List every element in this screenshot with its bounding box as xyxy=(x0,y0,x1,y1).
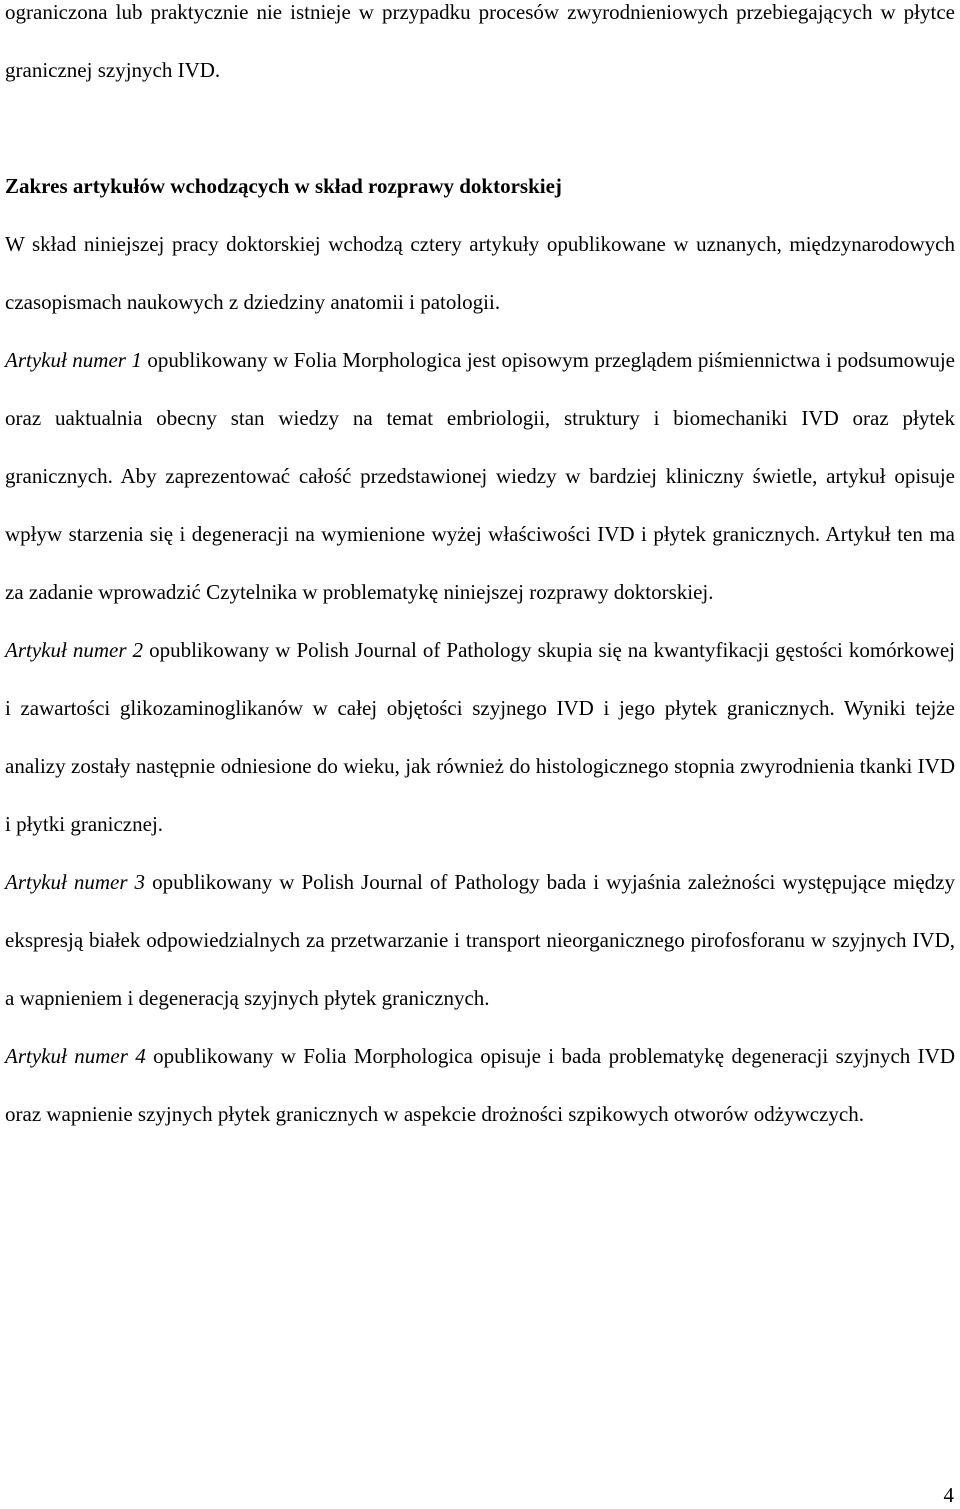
page-number: 4 xyxy=(943,1483,954,1507)
article-3-text: opublikowany w Polish Journal of Pathology bada i wyjaśnia zależności występujące między ekspresją białek odpowiedzialnych za przetwarzanie i transport nieorganicznego pirofosforanu w szyjnych IVD, a wapnieniem i degeneracją szyjnych płytek granicznych. xyxy=(5,870,955,1010)
article-1-lead: Artykuł numer 1 xyxy=(5,348,142,372)
section-heading: Zakres artykułów wchodzących w skład rozprawy doktorskiej xyxy=(5,174,562,198)
article-4-paragraph xyxy=(5,1027,955,1143)
section-overview: W skład niniejszej pracy doktorskiej wchodzą cztery artykuły opublikowane w uznanych, międzynarodowych czasopismach naukowych z dziedziny anatomii i patologii. xyxy=(5,232,955,314)
article-2-lead: Artykuł numer 2 xyxy=(5,638,144,662)
intro-paragraph: ograniczona lub praktycznie nie istnieje w przypadku procesów zwyrodnieniowych przebiegających w płytce granicznej szyjnych IVD. xyxy=(5,0,955,82)
article-1-paragraph xyxy=(5,331,955,621)
article-4-text: opublikowany w Folia Morphologica opisuje i bada problematykę degeneracji szyjnych IVD oraz wapnienie szyjnych płytek granicznych w aspekcie drożności szpikowych otworów odżywczych. xyxy=(5,1044,955,1126)
article-1-text: opublikowany w Folia Morphologica jest opisowym przeglądem piśmiennictwa i podsumowuje oraz uaktualnia obecny stan wiedzy na temat embriologii, struktury i biomechaniki IVD oraz płytek granicznych. Aby zaprezentować całość przedstawionej wiedzy w bardziej kliniczny świetle, artykuł opisuje wpływ starzenia się i degeneracji na wymienione wyżej właściwości IVD i płytek granicznych. Artykuł ten ma za zadanie wprowadzić Czytelnika w problematykę niniejszej rozprawy doktorskiej. xyxy=(5,348,955,604)
document-page xyxy=(5,0,955,1143)
paragraph-spacer xyxy=(5,99,955,157)
article-2-paragraph xyxy=(5,621,955,853)
article-2-text: opublikowany w Polish Journal of Pathology skupia się na kwantyfikacji gęstości komórkowej i zawartości glikozaminoglikanów w całej objętości szyjnego IVD i jego płytek granicznych. Wyniki tejże analizy zostały następnie odniesione do wieku, jak również do histologicznego stopnia zwyrodnienia tkanki IVD i płytki granicznej. xyxy=(5,638,955,836)
article-3-paragraph xyxy=(5,853,955,1027)
article-3-lead: Artykuł numer 3 xyxy=(5,870,146,894)
article-4-lead: Artykuł numer 4 xyxy=(5,1044,146,1068)
